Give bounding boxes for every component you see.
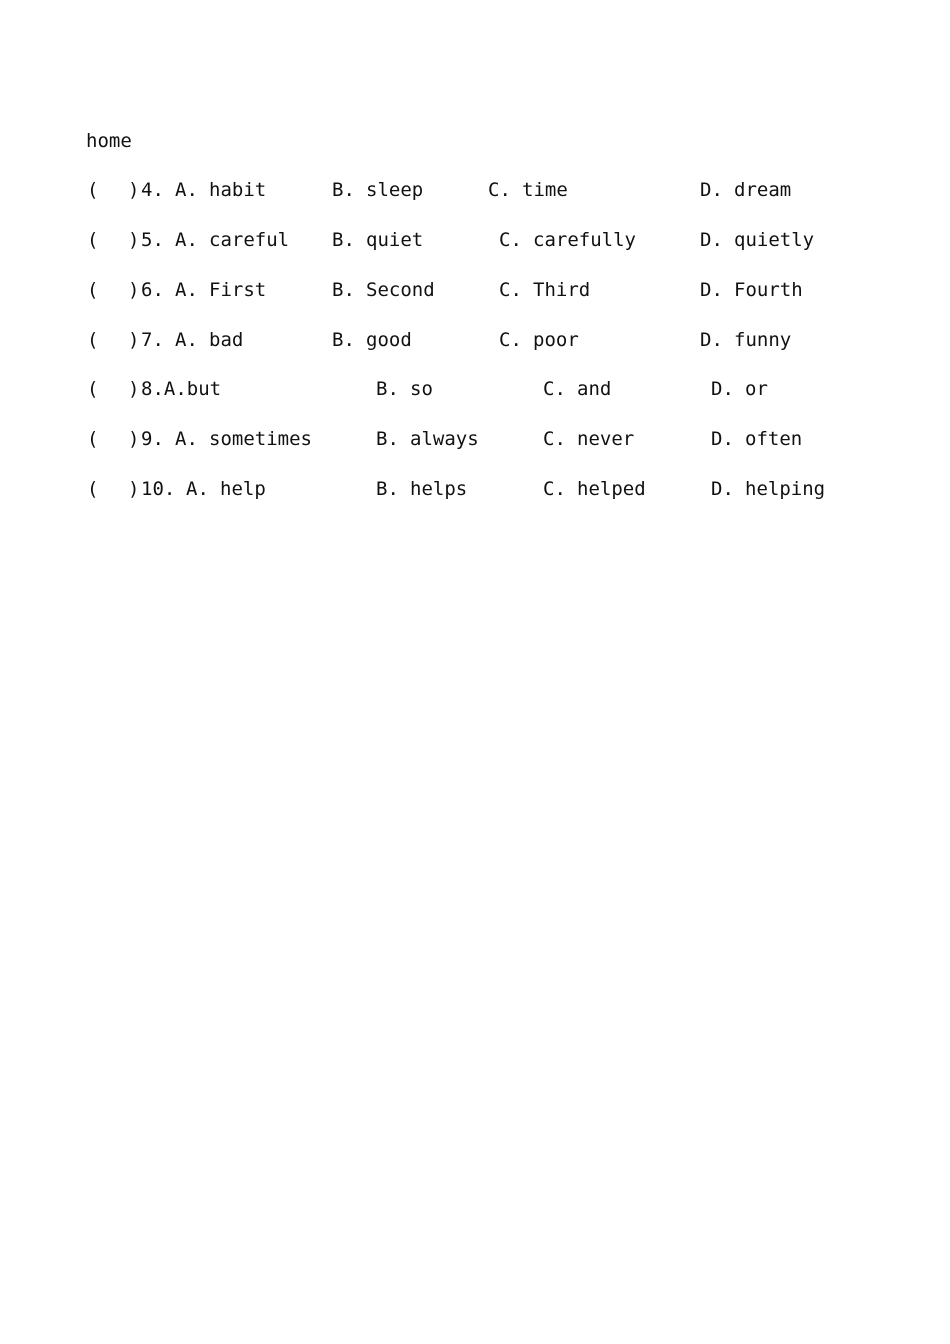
option-d-letter: D. [700,279,723,301]
question-number-with-option-a: 8.A.but [141,378,222,400]
option-b-letter: B. [332,279,355,301]
option-b-text: Second [366,279,435,301]
answer-blank-close: ) [128,428,140,450]
option-a-text: help [220,478,266,500]
answer-blank-close: ) [128,478,140,500]
option-d-text: quietly [734,229,815,251]
option-d-letter: D. [711,478,734,500]
option-c-letter: C. [499,329,522,351]
option-d-letter: D. [700,329,723,351]
option-a-letter: A. [175,279,198,301]
option-b-letter: B. [332,229,355,251]
question-6 [86,276,886,304]
option-c-text: never [577,428,635,450]
option-b-letter: B. [332,179,355,201]
option-d-text: Fourth [734,279,803,301]
option-c-text: time [522,179,568,201]
option-c-text: carefully [533,229,636,251]
question-9 [86,425,886,453]
answer-blank-close: ) [128,179,140,201]
option-b-text: always [410,428,479,450]
question-7 [86,326,886,354]
option-b-text: quiet [366,229,424,251]
option-a-letter: A. [175,428,198,450]
option-a-text: First [209,279,267,301]
answer-blank-open: ( [87,329,99,351]
option-b-letter: B. [376,478,399,500]
option-a-text: habit [209,179,267,201]
question-number: 6. [141,279,164,301]
option-d-text: often [745,428,803,450]
option-b-text: helps [410,478,468,500]
answer-blank-open: ( [87,279,99,301]
top-word: home [86,130,132,152]
question-number: 5. [141,229,164,251]
question-number: 7. [141,329,164,351]
question-number: 4. [141,179,164,201]
option-b-letter: B. [376,428,399,450]
question-10 [86,475,886,503]
answer-blank-open: ( [87,478,99,500]
option-a-letter: A. [175,229,198,251]
option-d-text: dream [734,179,792,201]
answer-blank-close: ) [128,378,140,400]
answer-blank-open: ( [87,179,99,201]
option-b-letter: B. [376,378,399,400]
option-c-letter: C. [499,279,522,301]
answer-blank-close: ) [128,329,140,351]
option-c-letter: C. [499,229,522,251]
question-number: 9. [141,428,164,450]
option-b-letter: B. [332,329,355,351]
option-d-letter: D. [700,179,723,201]
question-number: 10. [141,478,176,500]
option-a-text: bad [209,329,244,351]
option-b-text: so [410,378,433,400]
option-a-letter: A. [175,179,198,201]
top-word-line [86,127,886,155]
option-c-letter: C. [543,378,566,400]
option-c-text: and [577,378,612,400]
option-a-text: sometimes [209,428,312,450]
answer-blank-close: ) [128,229,140,251]
option-d-text: or [745,378,768,400]
option-d-letter: D. [711,378,734,400]
option-a-text: careful [209,229,290,251]
option-b-text: good [366,329,412,351]
answer-blank-open: ( [87,378,99,400]
option-d-text: helping [745,478,826,500]
option-d-letter: D. [711,428,734,450]
question-5 [86,226,886,254]
option-a-letter: A. [175,329,198,351]
answer-blank-close: ) [128,279,140,301]
question-8 [86,375,886,403]
answer-blank-open: ( [87,428,99,450]
option-c-text: Third [533,279,591,301]
option-a-letter: A. [186,478,209,500]
option-c-letter: C. [543,478,566,500]
option-d-letter: D. [700,229,723,251]
option-d-text: funny [734,329,792,351]
question-4 [86,176,886,204]
option-c-letter: C. [543,428,566,450]
answer-blank-open: ( [87,229,99,251]
option-c-text: poor [533,329,579,351]
option-c-text: helped [577,478,646,500]
option-c-letter: C. [488,179,511,201]
option-b-text: sleep [366,179,424,201]
